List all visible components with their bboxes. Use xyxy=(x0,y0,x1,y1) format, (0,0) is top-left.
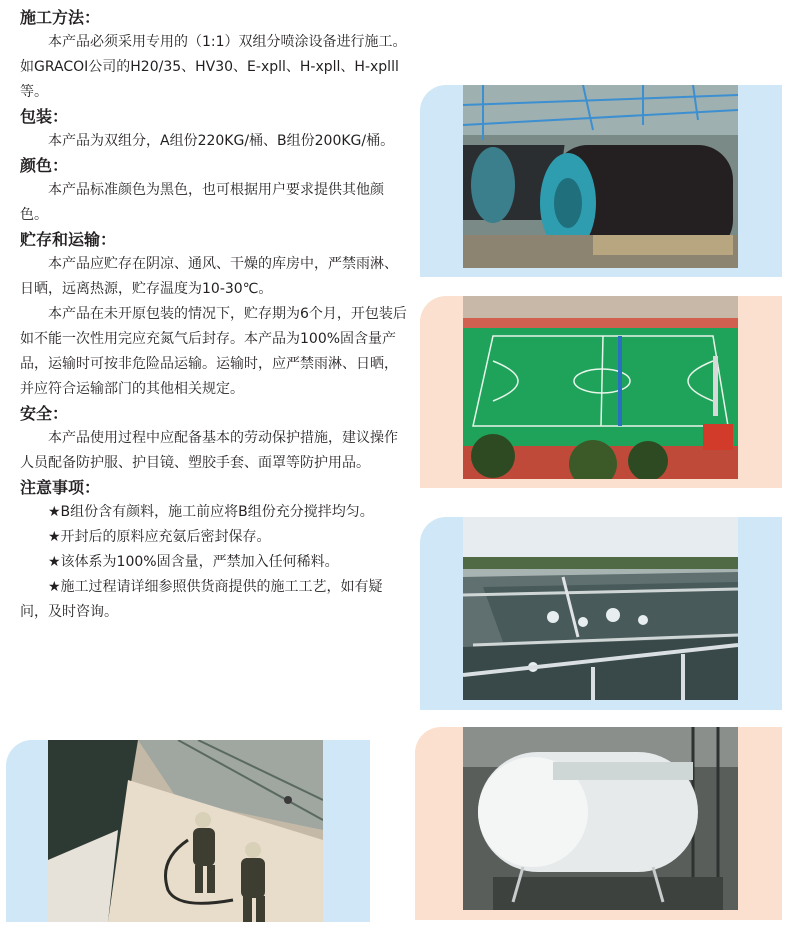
photo-industrial-rollers xyxy=(463,85,738,268)
text-column xyxy=(20,6,408,625)
photo-water-pool xyxy=(463,517,738,700)
paragraph-storage: 本产品应贮存在阴凉、通风、干燥的库房中，严禁雨淋、日晒，远离热源，贮存温度为10-30℃。 xyxy=(20,256,398,297)
note-item: ★该体系为100%固含量，严禁加入任何稀料。 xyxy=(48,554,339,570)
note-item: ★B组份含有颜料，施工前应将B组份充分搅拌均匀。 xyxy=(48,504,374,520)
photo-storage-tank xyxy=(463,727,738,910)
paragraph-color: 本产品标准颜色为黑色，也可根据用户要求提供其他颜色。 xyxy=(20,182,384,223)
paragraph-safety: 本产品使用过程中应配备基本的劳动保护措施，建议操作人员配备防护服、护目镜、塑胶手套、面罩等防护用品。 xyxy=(20,430,398,471)
note-item: ★施工过程请详细参照供货商提供的施工工艺，如有疑问，及时咨询。 xyxy=(20,579,383,620)
heading-packaging: 包装： xyxy=(20,107,69,126)
paragraph-shelf-life: 本产品在未开原包装的情况下，贮存期为6个月，开包装后如不能一次性用完应充氮气后封存。本产品为100%固含量产品，运输时可按非危险品运输。运输时，应严禁雨淋、日晒，并应符合运输部门的其他相关规定。 xyxy=(20,306,407,397)
heading-safety: 安全： xyxy=(20,404,69,423)
paragraph-construction-method: 本产品必须采用专用的（1:1）双组分喷涂设备进行施工。如GRACOI公司的H20/35、HV30、E-xpll、H-xpll、H-xplll等。 xyxy=(20,34,407,100)
photo-sports-court xyxy=(463,296,738,479)
heading-color: 颜色： xyxy=(20,156,69,175)
paragraph-packaging: 本产品为双组分，A组份220KG/桶、B组份200KG/桶。 xyxy=(48,133,395,149)
heading-storage-transport: 贮存和运输： xyxy=(20,230,117,249)
note-item: ★开封后的原料应充氨后密封保存。 xyxy=(48,529,271,545)
photo-spray-workers xyxy=(48,740,323,922)
heading-precautions: 注意事项： xyxy=(20,478,101,497)
heading-construction-method: 施工方法： xyxy=(20,8,101,27)
